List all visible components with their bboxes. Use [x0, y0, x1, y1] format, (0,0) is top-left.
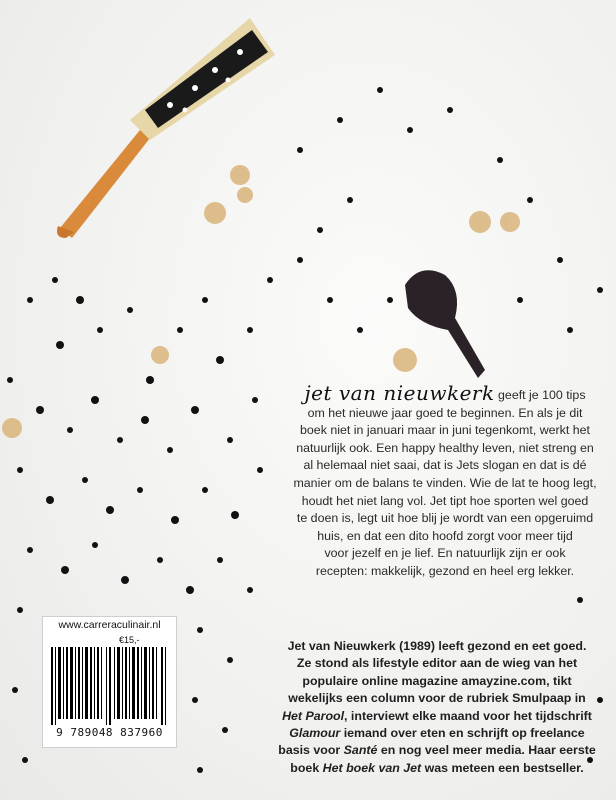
hairbrush-icon [57, 18, 275, 238]
author-name-script: jet van nieuwkerk [304, 381, 495, 405]
bio-line: en nog veel meer media. Haar eerste [377, 743, 596, 758]
price-label: €15,- [119, 635, 140, 645]
bio-line: basis voor [278, 743, 344, 758]
blurb-line: houdt het niet lang vol. Jet tipt hoe sporten wel goed [301, 493, 589, 508]
bio-line: boek [290, 760, 323, 775]
balloon-icon [405, 270, 485, 378]
blurb-line: manier om de balans te vinden. Wie de lat te hoog legt, [293, 475, 597, 490]
bio-line: Jet van Nieuwkerk (1989) leeft gezond en eet goed. [287, 639, 587, 653]
publication-title: Het Parool [282, 708, 345, 723]
author-bio [262, 638, 612, 777]
blurb-line: om het nieuwe jaar goed te beginnen. En als je dit [307, 405, 583, 420]
blurb-line: al helemaal niet saai, dat is Jets slogan en dat is dé [303, 458, 587, 473]
blurb-line: te doen is, legt uit hoe blij je wordt van een opgeruimd [296, 511, 594, 526]
blurb-text [280, 381, 610, 581]
publisher-url: www.carreraculinair.nl [58, 619, 161, 631]
blurb-line: voor jezelf en je lief. En natuurlijk zijn er ook [324, 546, 566, 561]
bio-line: , interviewt elke maand voor het tijdschrift [344, 708, 592, 723]
blurb-line: recepten: makkelijk, gezond en heel erg lekker. [315, 563, 575, 578]
bio-line: populaire online magazine amayzine.com, tikt [302, 673, 572, 688]
bio-line: wekelijks een column voor de rubriek Smulpaap in [288, 691, 586, 706]
barcode-label [42, 616, 177, 748]
blurb-line: natuurlijk ook. Een happy healthy leven, niet streng en [296, 440, 594, 455]
bio-line: was meteen een bestseller. [421, 760, 584, 775]
bio-line: Ze stond als lifestyle editor aan de wieg van het [296, 656, 578, 671]
bio-line: iemand over eten en schrijft op freelance [340, 726, 585, 741]
blurb-line: geeft je 100 tips [494, 388, 586, 402]
blurb-line: boek niet in januari maar in juni tegenkomt, werkt het [300, 423, 590, 438]
blurb-line: huis, en dat een dito hoofd zorgt voor meer tijd [317, 528, 573, 543]
barcode-icon [51, 647, 168, 725]
isbn-number: 9 789048 837960 [56, 726, 163, 739]
book-title: Het boek van Jet [322, 760, 422, 775]
publication-title: Glamour [289, 726, 341, 741]
publication-title: Santé [343, 743, 378, 758]
